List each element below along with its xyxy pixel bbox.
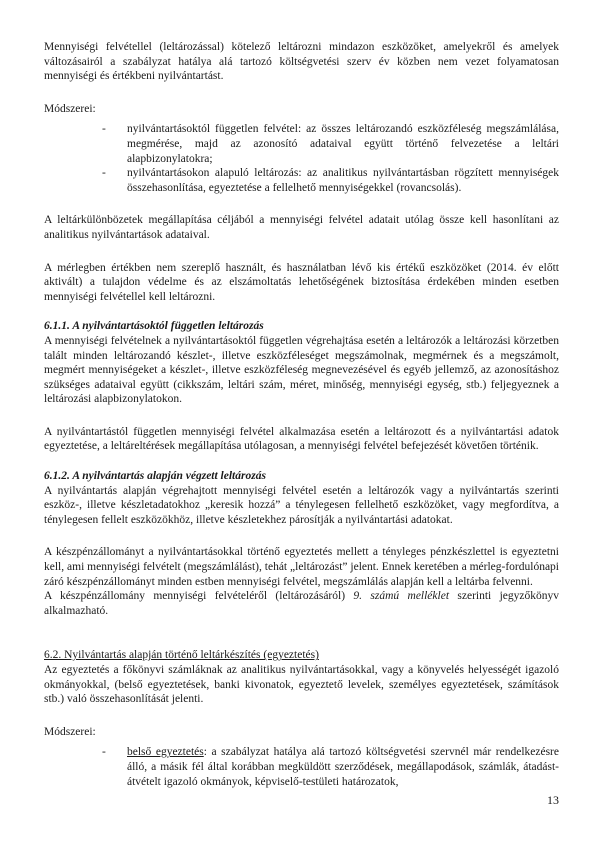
section-6-1-1-paragraph-2: A nyilvántartástól független mennyiségi felvétel alkalmazása esetén a leltározott és a nyilvántartási adatok egyeztetése, a leltáreltérések megállapítása utólagosan, a mennyiségi felvétel befejezését követően történik.: [44, 425, 559, 453]
annex-reference: 9. számú melléklet: [353, 590, 450, 603]
methods-list-2: [44, 745, 559, 789]
list-item: - nyilvántartásokon alapuló leltározás: az analitikus nyilvántartásban rögzített mennyiségek összehasonlítása, egyeztetése a fellelhető mennyiségekkel (rovancsolás).: [102, 167, 559, 194]
small-assets-paragraph: A mérlegben értékben nem szereplő használt, és használatban lévő kis értékű eszközöket (2014. év előtt aktivált) a tulajdon védelme és az elszámoltatás lehetőségének biztosítása érdekében minden esetben mennyiségi felvétellel kell leltározni.: [44, 261, 559, 303]
methods-label-2: Módszerei:: [44, 725, 96, 738]
methods-label: Módszerei:: [44, 102, 96, 115]
section-6-1-1-heading: 6.1.1. A nyilvántartásoktól független leltározás: [44, 320, 264, 333]
section-6-1-2-paragraph: A nyilvántartás alapján végrehajtott mennyiségi felvétel esetén a leltározók vagy a nyilvántartás szerinti eszköz-, illetve készletadatokhoz „keresik hozzá” a ténylegesen fellelhető eszközöket, vagy megfordítva, a ténylegesen fellelt eszközökhöz, illetve készletekhez párosítják a nyilvántartási adatokat.: [44, 484, 559, 526]
intro-paragraph: Mennyiségi felvétellel (leltározással) kötelező leltározni mindazon eszközöket, amelyekről és amelyek változásairól a szabályzat hatálya alá tartozó költségvetési szerv év közben nem vezet folyamatosan mennyiségi és értékbeni nyilvántartást.: [44, 41, 559, 83]
section-6-1-2-paragraph-2: A készpénzállományt a nyilvántartásokkal történő egyeztetés mellett a tényleges pénzkészlettel is egyeztetni kell, ami mennyiségi felvételt (megszámlálást), tehát „leltározást” jelent. Ennek keretében a mérleg-fordulónapi záró készpénzállományt minden estben mennyiségi felvétel, megszámlálás alapján kell a leltárba felvenni.: [44, 546, 559, 588]
methods-list: [44, 122, 559, 195]
list-item: - belső egyeztetés: a szabályzat hatálya alá tartozó költségvetési szervnél már rendelkezésre álló, a másik fél által korábban megküldött szerződések, megállapodások, számlák, átadást-átvételt igazoló okmányok, képviselő-testületi határozatok,: [102, 746, 559, 788]
page-number: 13: [547, 793, 559, 807]
section-6-1-1-paragraph: A mennyiségi felvételnek a nyilvántartásoktól független végrehajtása esetén a leltározók a leltározási körzetben talált minden leltározandó készlet-, illetve eszközféleséget megszámolnak, megmérnek és a megszámolt, megmért mennyiségeket a készlet-, illetve eszközféleség megnevezésével és egyéb jellemző, az azonosításhoz szükséges adataival együtt (cikkszám, leltári szám, méret, minőség, mennyiségi egység, stb.) feljegyeznek a leltározási alapbizonylatokon.: [44, 334, 559, 406]
section-6-2-heading: 6.2. Nyilvántartás alapján történő leltárkészítés (egyeztetés): [44, 649, 319, 662]
list-item: - nyilvántartásoktól független felvétel: az összes leltározandó eszközféleség megszámlálása, megmérése, majd az azonosító adataival együtt történő felvezetése a leltári alapbizonylatokra;: [102, 123, 559, 165]
section-6-2-paragraph: Az egyeztetés a főkönyvi számláknak az analitikus nyilvántartásokkal, vagy a könyvelés helyességét igazoló okmányokkal, (belső egyeztetések, banki kivonatok, egyeztető levelek, személyes egyeztetések, számítások stb.) való összehasonlítását jelenti.: [44, 664, 559, 706]
section-6-1-2-heading: 6.1.2. A nyilvántartás alapján végzett leltározás: [44, 470, 266, 483]
section-6-1-2-paragraph-3: A készpénzállomány mennyiségi felvételéről (leltározásáról) 9. számú melléklet szerinti jegyzőkönyv alkalmazható.: [44, 590, 560, 617]
difference-paragraph: A leltárkülönbözetek megállapítása céljából a mennyiségi felvétel adatait utólag össze kell hasonlítani az analitikus nyilvántartások adataival.: [44, 214, 559, 241]
